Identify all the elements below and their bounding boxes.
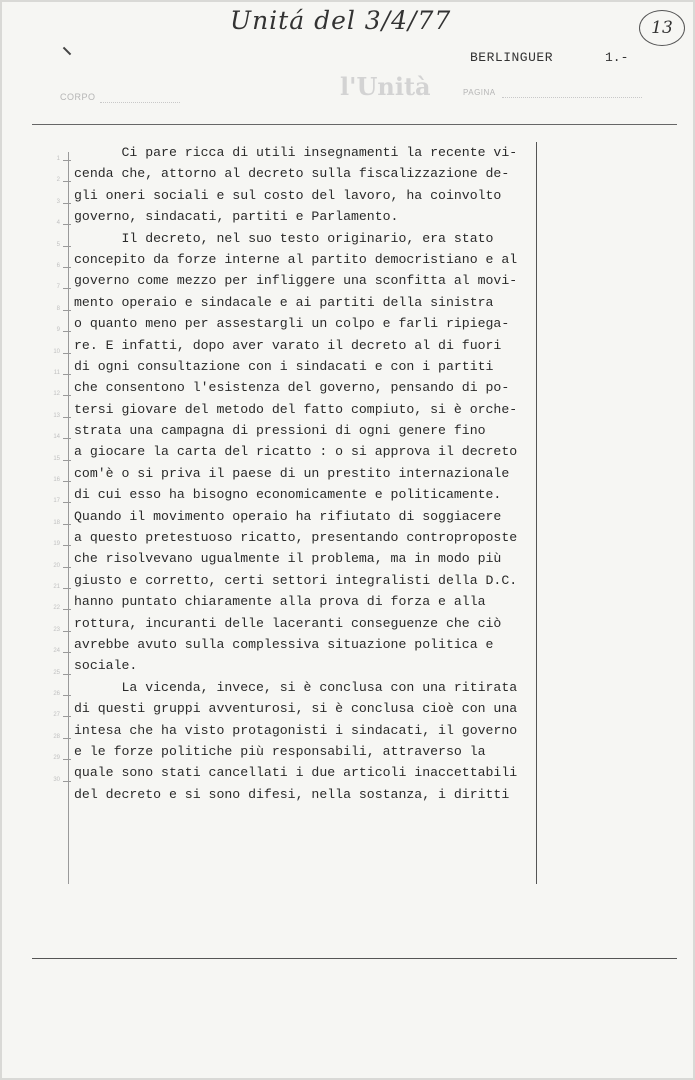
gutter-tick bbox=[63, 181, 71, 182]
right-margin-line bbox=[536, 142, 537, 884]
bottom-rule bbox=[32, 958, 677, 959]
gutter-tick bbox=[63, 481, 71, 482]
gutter-tick bbox=[63, 203, 71, 204]
gutter-number: 18 bbox=[53, 519, 60, 526]
gutter-number: 26 bbox=[53, 691, 60, 697]
gutter-number: 12 bbox=[53, 391, 60, 398]
article-slug: BERLINGUER bbox=[470, 50, 554, 65]
gutter-number: 15 bbox=[53, 455, 60, 462]
gutter-number: 10 bbox=[53, 348, 60, 355]
text-line: e le forze politiche più responsabili, attraverso la bbox=[74, 743, 486, 759]
gutter-number: 2 bbox=[56, 177, 60, 184]
text-line: del decreto e si sono difesi, nella sostanza, i diritti bbox=[74, 786, 510, 802]
text-line: gli oneri sociali e sul costo del lavoro, ha coinvolto bbox=[74, 187, 502, 203]
handwritten-date-note: Unitá del 3/4/77 bbox=[230, 6, 452, 35]
gutter-number: 25 bbox=[53, 669, 60, 676]
gutter-number: 4 bbox=[56, 220, 60, 227]
gutter-tick bbox=[63, 417, 71, 418]
text-line: La vicenda, invece, si è conclusa con una ritirata bbox=[74, 679, 518, 695]
gutter-tick bbox=[63, 716, 71, 717]
text-line: concepito da forze interne al partito democristiano e al bbox=[74, 251, 518, 267]
gutter-number: 17 bbox=[53, 498, 60, 505]
text-line: Ci pare ricca di utili insegnamenti la recente vi- bbox=[74, 145, 518, 160]
text-line: hanno puntato chiaramente alla prova di forza e alla bbox=[74, 594, 486, 610]
gutter-number: 5 bbox=[56, 241, 60, 248]
text-line: mento operaio e sindacale e ai partiti della sinistra bbox=[74, 294, 494, 310]
gutter-tick bbox=[63, 288, 71, 289]
text-line: sociale. bbox=[74, 658, 138, 674]
text-line: che consentono l'esistenza del governo, pensando di po- bbox=[74, 380, 510, 396]
gutter-tick bbox=[63, 524, 71, 525]
gutter-number: 28 bbox=[53, 733, 60, 740]
gutter-tick bbox=[63, 781, 71, 782]
gutter-tick bbox=[63, 545, 71, 546]
text-line: avrebbe avuto sulla complessiva situazione politica e bbox=[74, 636, 494, 652]
left-margin-line bbox=[68, 152, 69, 884]
text-line: di cui esso ha bisogno economicamente e politicamente. bbox=[74, 487, 502, 503]
text-line: re. E infatti, dopo aver varato il decreto al di fuori bbox=[74, 337, 502, 353]
text-line: a questo pretestuoso ricatto, presentando controproposte bbox=[74, 530, 518, 546]
gutter-number: 30 bbox=[53, 776, 60, 783]
text-line: di ogni consultazione con i sindacati e con i partiti bbox=[74, 358, 494, 374]
gutter-number: 23 bbox=[53, 626, 60, 633]
sheet-number: 1.- bbox=[605, 50, 629, 65]
corpo-field-label: CORPO bbox=[60, 92, 96, 102]
pagina-field-label: PAGINA bbox=[463, 88, 496, 97]
text-line: cenda che, attorno al decreto sulla fiscalizzazione de- bbox=[74, 166, 510, 182]
text-line: di questi gruppi avventurosi, si è conclusa cioè con una bbox=[74, 701, 518, 717]
gutter-number: 20 bbox=[53, 562, 60, 569]
gutter-tick bbox=[63, 609, 71, 610]
gutter-tick bbox=[63, 246, 71, 247]
gutter-number: 3 bbox=[56, 198, 60, 205]
gutter-number: 11 bbox=[53, 370, 60, 376]
gutter-tick bbox=[63, 652, 71, 653]
typescript-page bbox=[2, 2, 693, 1078]
gutter-tick bbox=[63, 738, 71, 739]
gutter-number: 13 bbox=[53, 412, 60, 419]
text-line: o quanto meno per assestargli un colpo e farli ripiega- bbox=[74, 316, 510, 332]
gutter-tick bbox=[63, 695, 71, 696]
gutter-number: 22 bbox=[53, 605, 60, 612]
text-line: giusto e corretto, certi settori integralisti della D.C. bbox=[74, 572, 518, 588]
text-line: Quando il movimento operaio ha rifiutato di soggiacere bbox=[74, 508, 502, 524]
gutter-number: 6 bbox=[56, 263, 60, 269]
gutter-number: 19 bbox=[53, 541, 60, 548]
gutter-tick bbox=[63, 502, 71, 503]
gutter-tick bbox=[63, 567, 71, 568]
text-line: tersi giovare del metodo del fatto compiuto, si è orche- bbox=[74, 401, 518, 417]
text-line: Il decreto, nel suo testo originario, era stato bbox=[74, 230, 494, 246]
corpo-field-line bbox=[100, 102, 180, 103]
gutter-tick bbox=[63, 160, 71, 161]
newspaper-masthead: l'Unità bbox=[340, 72, 431, 101]
text-line: com'è o si priva il paese di un prestito internazionale bbox=[74, 465, 510, 481]
pagina-field-line bbox=[502, 97, 642, 98]
text-line: intesa che ha visto protagonisti i sindacati, il governo bbox=[74, 722, 518, 738]
gutter-tick bbox=[63, 353, 71, 354]
gutter-tick bbox=[63, 374, 71, 375]
text-line: quale sono stati cancellati i due articoli inaccettabili bbox=[74, 765, 518, 781]
gutter-number: 1 bbox=[56, 156, 60, 162]
gutter-tick bbox=[63, 331, 71, 332]
gutter-tick bbox=[63, 395, 71, 396]
gutter-tick bbox=[63, 438, 71, 439]
gutter-number: 8 bbox=[56, 305, 60, 312]
gutter-number: 29 bbox=[53, 755, 60, 762]
pen-tick-mark bbox=[63, 47, 71, 55]
text-line: strata una campagna di pressioni di ogni genere fino bbox=[74, 423, 486, 439]
text-line: governo come mezzo per infliggere una sconfitta al movi- bbox=[74, 273, 518, 289]
text-line: a giocare la carta del ricatto : o si approva il decreto bbox=[74, 444, 518, 460]
gutter-tick bbox=[63, 224, 71, 225]
typed-article-body bbox=[74, 142, 517, 805]
gutter-number: 21 bbox=[53, 584, 60, 590]
circled-page-number: 13 bbox=[639, 10, 685, 46]
gutter-number: 16 bbox=[53, 477, 60, 483]
gutter-tick bbox=[63, 631, 71, 632]
text-line: che risolvevano ugualmente il problema, ma in modo più bbox=[74, 551, 502, 567]
gutter-tick bbox=[63, 460, 71, 461]
gutter-tick bbox=[63, 674, 71, 675]
gutter-number: 7 bbox=[56, 284, 60, 291]
gutter-tick bbox=[63, 310, 71, 311]
gutter-tick bbox=[63, 267, 71, 268]
text-line: governo, sindacati, partiti e Parlamento. bbox=[74, 209, 399, 225]
gutter-tick bbox=[63, 588, 71, 589]
text-line: rottura, incuranti delle laceranti conseguenze che ciò bbox=[74, 615, 502, 631]
top-rule bbox=[32, 124, 677, 125]
gutter-number: 14 bbox=[53, 434, 60, 441]
gutter-number: 27 bbox=[53, 712, 60, 719]
gutter-number: 9 bbox=[56, 327, 60, 334]
gutter-tick bbox=[63, 759, 71, 760]
gutter-number: 24 bbox=[53, 648, 60, 655]
